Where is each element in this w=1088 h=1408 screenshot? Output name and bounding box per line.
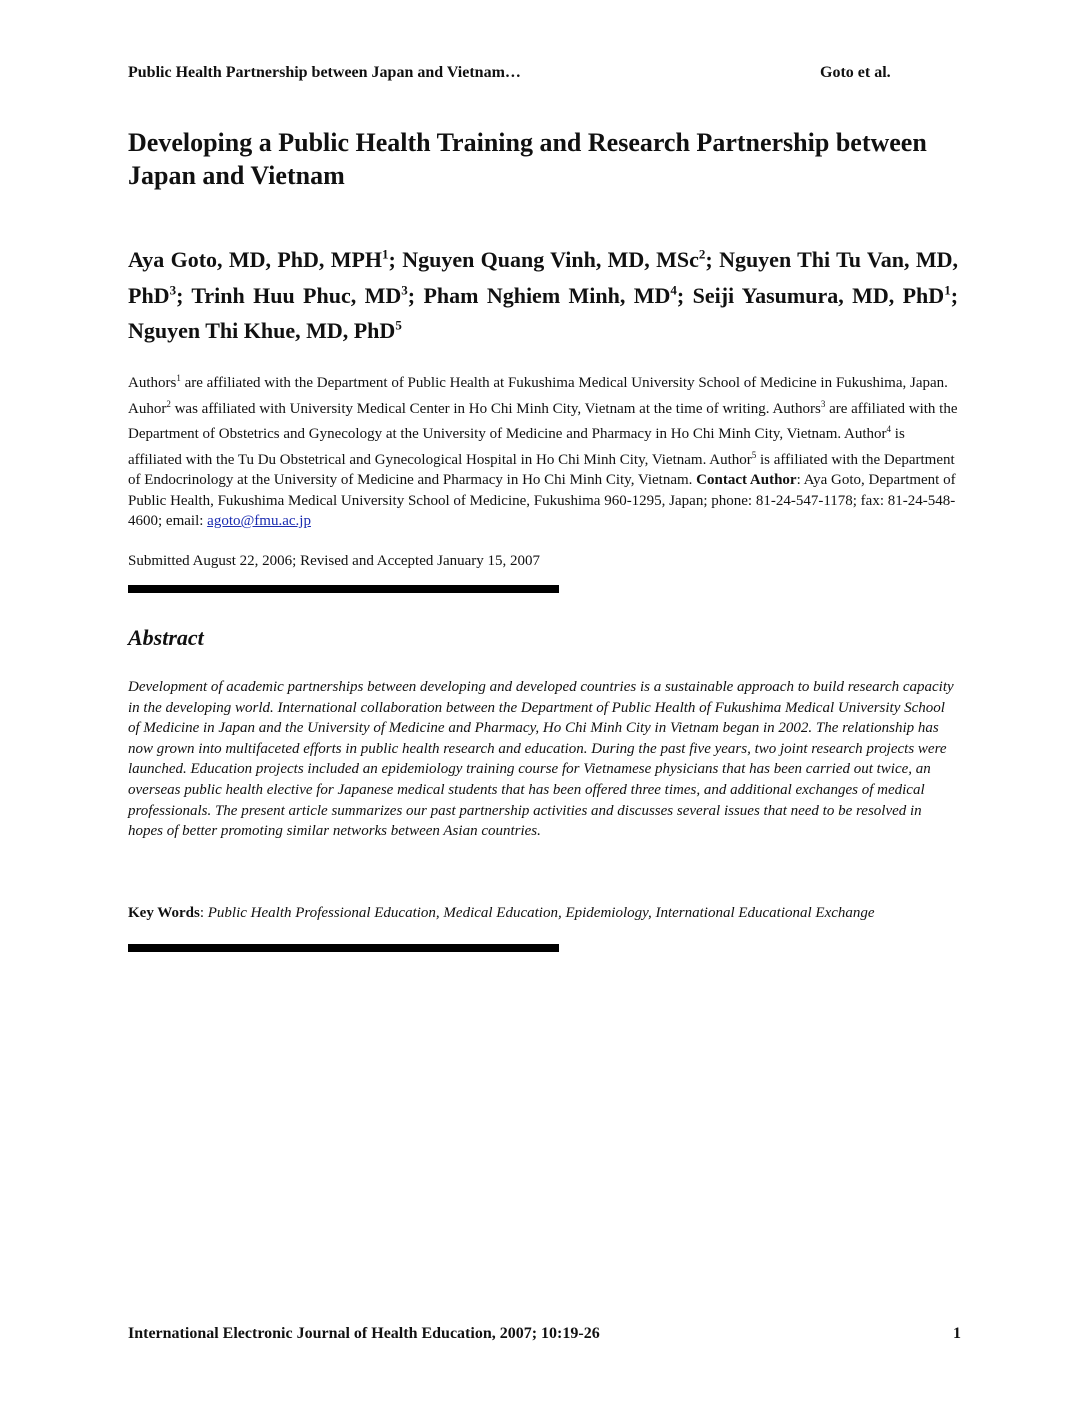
paper-title: Developing a Public Health Training and Research Partnership between Japan and Vietnam	[128, 128, 927, 190]
keywords-value: Public Health Professional Education, Medical Education, Epidemiology, International Educational Exchange	[207, 905, 875, 921]
author: Nguyen Quang Vinh, MD, MSc$^2$;	[402, 247, 720, 273]
abstract-heading: Abstract	[128, 625, 204, 650]
affiliations-paragraph: Authors$^1$ are affiliated with the Department of Public Health at Fukushima Medical University School of Medicine in Fukushima, Japan. Auhor$^2$ was affiliated with University Medical Center in Ho Chi Minh City, Vietnam at the time of writing. Authors$^3$ are affiliated with the Department of Obstetrics and Gynecology at the University of Medicine and Pharmacy in Ho Chi Minh City, Vietnam. Author$^4$ is affiliated with the Tu Du Obstetrical and Gynecological Hospital in Ho Chi Minh City, Vietnam. Author$^5$ is affiliated with the Department of Endocrinology at the University of Medicine and Pharmacy in Ho Chi Minh City, Vietnam. Contact Author: Aya Goto, Department of Public Health, Fukushima Medical University School of Medicine, Fukushima 960-1295, Japan; phone: 81-24-547-1178; fax: 81-24-548-4600; email: agoto@fmu.ac.jp	[128, 373, 958, 529]
abstract-text: Development of academic partnerships between developing and developed countries is a sustainable approach to build research capacity in the developing world. International collaboration between the Department of Public Health of Fukushima Medical University School of Medicine in Japan and the University of Medicine and Pharmacy, Ho Chi Minh City in Vietnam began in 2002. The relationship has now grown into multifaceted efforts in public health research and education. During the past five years, two joint research projects were launched. Education projects included an epidemiology training course for Vietnamese physicians that has been carried out twice, an overseas public health elective for Japanese medical students that has been offered three times, and additional exchanges of medical professionals. The present article summarizes our past partnership activities and discusses several issues that need to be resolved in hopes of better promoting similar networks between Asian countries.	[128, 679, 954, 840]
author: Trinh Huu Phuc, $MD^3$;	[191, 282, 424, 308]
email-link[interactable]: agoto@fmu.ac.jp	[207, 513, 311, 529]
keywords-label: Key Words	[128, 905, 200, 921]
author: Nguyen Thi Khue, MD, PhD$^5$	[128, 317, 402, 343]
author: Pham Nghiem Minh, $MD^4$;	[423, 282, 693, 308]
section-divider	[128, 944, 559, 952]
keywords: Key Words: Public Health Professional Education, Medical Education, Epidemiology, International Educational Exchange	[128, 905, 875, 921]
page-number: 1	[953, 1325, 961, 1342]
author-list	[128, 240, 958, 346]
journal-citation: International Electronic Journal of Health Education, 2007; 10:19-26	[128, 1325, 600, 1342]
running-header-authors: Goto et al.	[820, 64, 891, 81]
running-header-title: Public Health Partnership between Japan and Vietnam…	[128, 64, 521, 81]
submission-dates: Submitted August 22, 2006; Revised and Accepted January 15, 2007	[128, 553, 541, 569]
section-divider	[128, 585, 559, 593]
author: Nguyen Thi Tu Van, MD, PhD$^3$;	[128, 247, 958, 308]
contact-author-label: Contact Author	[696, 472, 797, 488]
author: Seiji Yasumura, MD, PhD$^1$;	[692, 282, 959, 308]
author: Aya Goto, MD, PhD, MPH$^1$;	[128, 247, 403, 273]
